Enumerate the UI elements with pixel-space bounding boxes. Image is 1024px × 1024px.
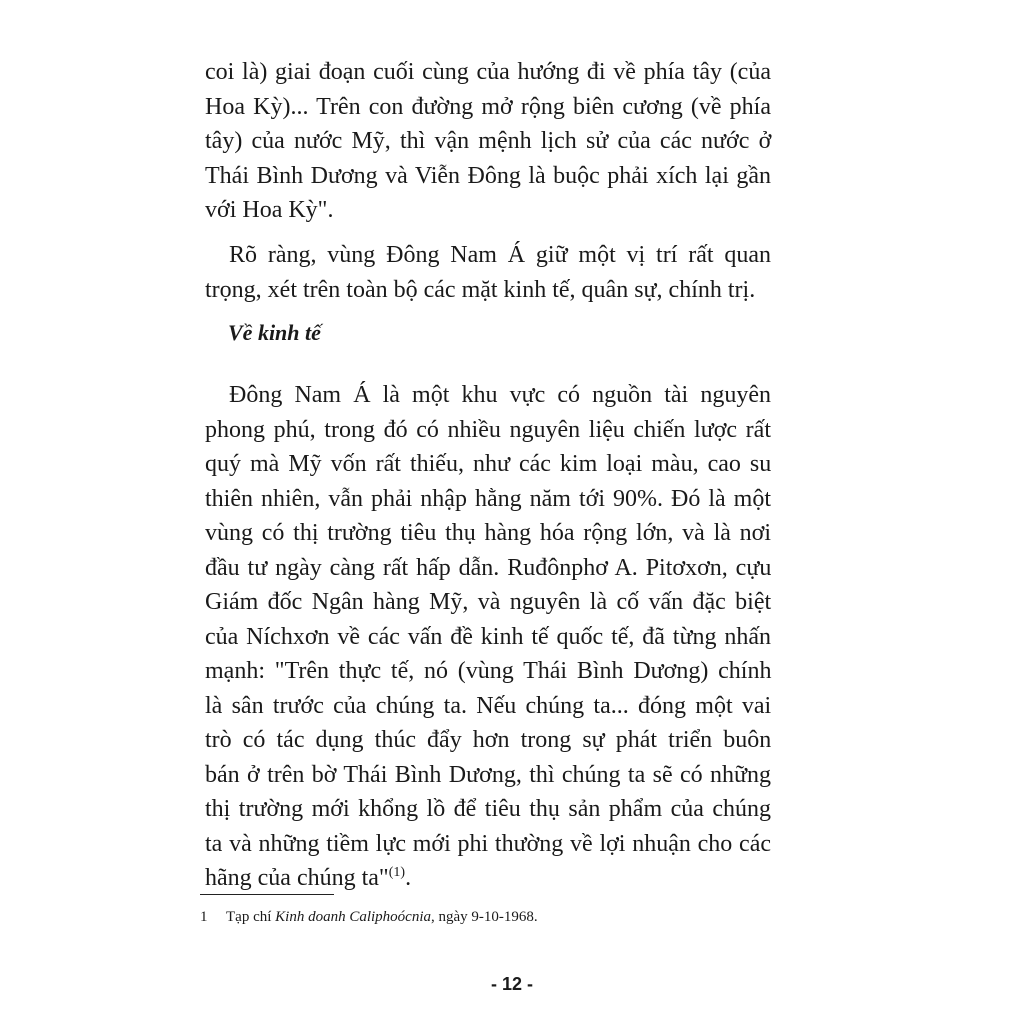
text-line: Đông Nam Á là một khu vực có nguồn tài nguyên	[229, 382, 771, 408]
text-line-final	[205, 861, 771, 896]
text-line: hãng của chúng ta"	[205, 865, 389, 891]
footnote-divider	[200, 894, 334, 895]
footnote-number: 1	[200, 909, 208, 925]
text-line: Hoa Kỳ)... Trên con đường mở rộng biên cương (về phía	[205, 93, 771, 120]
footnote	[200, 907, 680, 927]
page-number: - 12 -	[490, 974, 533, 994]
text-line: với Hoa Kỳ".	[205, 197, 334, 223]
footnote-reference[interactable]: (1)	[388, 865, 406, 880]
text-line: coi là) giai đoạn cuối cùng của hướng đi về phía tây (của	[205, 59, 771, 85]
text-line: quý mà Mỹ vốn rất thiếu, như các kim loại màu, cao su	[205, 451, 772, 477]
text-line: tây) của nước Mỹ, thì vận mệnh lịch sử của các nước ở	[205, 128, 772, 154]
text-line: Thái Bình Dương và Viễn Đông là buộc phải xích lại gần	[205, 162, 771, 189]
section-heading: Về kinh tế	[228, 320, 321, 345]
text-line: bán ở trên bờ Thái Bình Dương, thì chúng ta sẽ có những	[205, 761, 771, 788]
paragraph-importance	[205, 238, 771, 307]
text-line: đầu tư ngày càng rất hấp dẫn. Ruđônphơ A. Pitơxơn, cựu	[205, 554, 772, 581]
footnote-prefix: Tạp chí	[226, 909, 276, 925]
text-line: Giám đốc Ngân hàng Mỹ, và nguyên là cố vấn đặc biệt	[205, 589, 772, 615]
text-line: Rõ ràng, vùng Đông Nam Á giữ một vị trí rất quan	[229, 242, 771, 268]
text-line: phong phú, trong đó có nhiều nguyên liệu chiến lược rất	[205, 416, 771, 443]
text-line: ta và những tiềm lực mới phi thường về lợi nhuận cho các	[205, 830, 771, 857]
text-line: vùng có thị trường tiêu thụ hàng hóa rộng lớn, và là nơi	[205, 520, 771, 546]
footnote-title: Kinh doanh Caliphoócnia	[275, 909, 431, 925]
text-line: mạnh: "Trên thực tế, nó (vùng Thái Bình Dương) chính	[205, 658, 772, 684]
text-line: thị trường mới khổng lồ để tiêu thụ sản phẩm của chúng	[205, 796, 771, 822]
text-line: thiên nhiên, vẫn phải nhập hằng năm tới 90%. Đó là một	[205, 485, 771, 512]
text-line: trọng, xét trên toàn bộ các mặt kinh tế, quân sự, chính trị.	[205, 276, 756, 303]
end-punctuation: .	[405, 865, 412, 891]
text-line: là sân trước của chúng ta. Nếu chúng ta... đóng một vai	[205, 692, 772, 719]
paragraph-economy	[205, 378, 771, 896]
footnote-suffix: , ngày 9-10-1968.	[431, 909, 538, 925]
paragraph-continuation	[205, 55, 771, 228]
text-line: trò có tác dụng thúc đẩy hơn trong sự phát triển buôn	[205, 727, 772, 753]
text-line: của Níchxơn về các vấn đề kinh tế quốc tế, đã từng nhấn	[205, 623, 771, 650]
